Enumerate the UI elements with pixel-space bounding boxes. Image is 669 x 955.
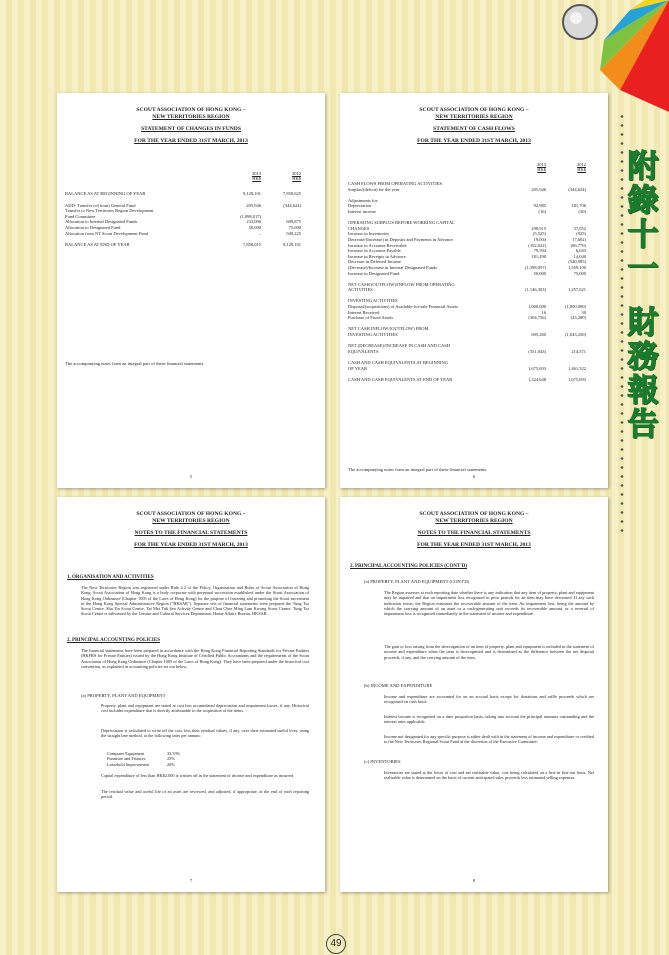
row-label: Increase in Receipts in Advance [348,253,406,259]
table-row [348,377,593,383]
value-2013: 1,000,000 [528,304,546,310]
page-number: 49 [326,934,346,954]
value-2012: 1,675,693 [568,376,586,382]
section-title-vertical [624,150,662,442]
value-2012: 75,000 [288,224,301,230]
paragraph: The New Territories Region was registered under Rule 4.2 of the Policy, Organisation and Rules of Scout Association of Hong Kong. Scout Association of Hong Kong is a body corporate with perpetual succession established under the Scout Association of Hong Kong Ordinance (Chapter 1005 of the Laws of Hong Kong) for the purpose of fostering and promoting the Scout movement in the Hong Kong Special Administrative Region ("HKSAR"). Separate sets of financial statements were prepared the Tung Tsz Scout Centre, Sha Tin Scout Centre, Tai Mei Tuk Sea Activity Centre and Chau Chee Ming Lam Kwong Scout Centre. Tung Tsz Scout Centre is subvented by the Leisure and Cultural Services Department, Home Affairs Bureau, HKSAR. [81,585,309,617]
year-ended: FOR THE YEAR ENDED 31ST MARCH, 2013 [417,138,531,144]
value-2013: (1,098,017) [240,213,261,219]
row-label: NET CASH (OUTFLOW)/INFLOW FROM OPERATING [348,281,455,287]
row-label: Interest income [348,208,376,214]
value-2012: 181,706 [571,203,586,209]
section-heading: 2. PRINCIPAL ACCOUNTING POLICIES [67,638,160,643]
value-2012: (344,624) [283,202,301,208]
row-label: Purchase of Fixed Assets [348,315,394,321]
row-label: Allocation from NT Scout Development Fund [65,230,149,236]
subsection-heading: (a) PROPERTY, PLANT AND EQUIPMENT (CONT'D) [364,579,470,584]
value-2012: (30) [578,208,586,214]
footnote: The accompanying notes form an integral part of these financial statements. [348,467,488,472]
notes-page-2 [340,497,608,892]
row-label: Decrease/(Increase) in Deposits and Payments in Advance [348,236,453,242]
paragraph: Inventories are stated at the lower of cost and net realisable value, cost being calculated on a first-in first-out basis. Net realisable value is determined on the basis of current anticipated sales proceeds less estimated selling expenses. [384,770,594,781]
value-2012: 6,043 [575,248,586,254]
table-row [65,231,305,237]
row-label: Disposal/(acquisitions) of Available-for-sale Financial Assets [348,304,459,310]
depreciation-rates: Computer Equipment 33.33% Furniture and Fixtures 25% Leasehold Improvement 20% [107,751,181,767]
row-label: Decrease in Deferred Income [348,259,401,265]
row-label: Fund Committee [65,213,96,219]
subsection-heading: (a) PROPERTY, PLANT AND EQUIPMENT [81,693,166,698]
value-2013: 50,000 [533,270,546,276]
value-2012: 609,875 [286,219,301,225]
row-label: Adjustments for: [348,197,379,203]
value-2012: 7,850,625 [283,191,301,196]
table-row [65,191,305,197]
column-header-2013: 2013 HK$ [252,171,261,182]
page-num: 7 [189,878,193,883]
org-name: SCOUT ASSOCIATION OF HONG KONG – [419,107,529,113]
page-num: 8 [472,878,476,883]
value-2013: 205,946 [531,186,546,192]
statement-title: NOTES TO THE FINANCIAL STATEMENTS [134,530,248,536]
table-row [65,242,305,248]
row-label: OPERATING SURPLUS BEFORE WORKING CAPITAL [348,220,455,226]
page-num: 6 [472,474,476,479]
row-label: (Decrease)/Increase in Internal Designated Funds [348,264,437,270]
year-ended: FOR THE YEAR ENDED 31ST MARCH, 2013 [134,138,248,144]
row-label: CASH AND CASH EQUIVALENTS AT END OF YEAR [348,376,453,382]
title-char: 十 [627,217,659,253]
value-2013: – [543,259,546,265]
statement-title: NOTES TO THE FINANCIAL STATEMENTS [417,530,531,536]
region-name: NEW TERRITORIES REGION [435,518,513,524]
value-2013: 50,000 [248,224,261,230]
value-2012: (1,043,250) [565,332,586,338]
column-header-2013: 2013 HK$ [537,162,546,173]
org-name: SCOUT ASSOCIATION OF HONG KONG – [136,511,246,517]
row-label: OF YEAR [348,365,367,371]
title-char: 附 [627,149,659,185]
section-heading: 1. ORGANISATION AND ACTIVITIES [67,575,154,580]
page-header [57,511,325,549]
page-header [340,511,608,549]
value-2012: 37,052 [573,225,586,231]
value-2012: (925) [576,231,586,237]
paragraph: Property, plant and equipment are stated at cost less accumulated depreciation and impairment losses, if any. Historical cost includes expenditure that is directly attributable to the acquisition of the items. [101,703,309,714]
value-2013: (5,525) [532,231,546,237]
title-char: 一 [627,251,659,287]
value-2013: 92,985 [533,203,546,209]
row-label: Surplus/(deficit) for the year [348,186,400,192]
title-char: 務 [627,339,659,375]
paragraph: Income and expenditure are accounted for on an accrual basis except for donations and raffle proceeds which are recognised on cash basis. [384,694,594,705]
value-2013: 16 [541,309,546,315]
notes-page-1 [57,497,325,892]
value-2012: 75,000 [573,270,586,276]
value-2013: 1,324,648 [528,376,546,382]
value-2012: 949,225 [286,230,301,236]
row-label: BALANCE AS AT BEGINNING OF YEAR [65,191,146,196]
value-2013: 79,594 [533,248,546,254]
region-name: NEW TERRITORIES REGION [152,114,230,120]
subsection-heading: (b) INCOME AND EXPENDITURE [364,683,433,688]
region-name: NEW TERRITORIES REGION [435,114,513,120]
value-2012: 30 [581,309,586,315]
org-name: SCOUT ASSOCIATION OF HONG KONG – [419,511,529,517]
org-name: SCOUT ASSOCIATION OF HONG KONG – [136,107,246,113]
paragraph: Depreciation is calculated to write off the cost, less their residual values, if any, over their estimated useful lives, using the straight line method, at the following rates per annum: [101,728,309,739]
value-2012: (344,624) [568,186,586,192]
value-2012: 1,559,100 [568,264,586,270]
year-ended: FOR THE YEAR ENDED 31ST MARCH, 2013 [134,542,248,548]
paragraph: Income not designated for any specific purpose is either dealt with in the statement of income and expenditure or credited to the New Territories Regional Scout Fund at the discretion of the Executive Committee. [384,734,594,745]
row-label: Allocation to Designated Fund [65,224,121,230]
column-header-2012: 2012 HK$ [577,162,586,173]
value-2013: (1,398,057) [525,264,546,270]
cash-flow-table [348,181,593,382]
value-2013: (16) [538,208,546,214]
value-2013: 205,946 [246,202,261,208]
row-label: INVESTING ACTIVITIES [348,332,398,338]
row-label: Allocation to Internal Designated Funds [65,219,138,225]
footnote: The accompanying notes form an integral part of these financial statements. [65,361,205,366]
section-heading: 2. PRINCIPAL ACCOUNTING POLICIES (CONT'D) [350,564,468,569]
year-ended: FOR THE YEAR ENDED 31ST MARCH, 2013 [417,542,531,548]
value-2012: (7,602) [572,236,586,242]
paragraph: The financial statements have been prepared in accordance with the Hong Kong Financial Reporting Standards for Private Entities (HKFRS for Private Entities) issued by the Hong Kong Institute of Certified Public Accountants and the requirements of the Scout Association of Hong Kong Ordinance (Chapter 1005 of the Laws of Hong Kong). They have been prepared under the historical cost convention, as explained in accounting policies set out below. [81,648,309,669]
row-label: Depreciation [348,203,372,209]
statement-changes-in-funds-page [57,93,325,488]
page-num: 5 [189,474,193,479]
title-char: 報 [627,373,659,409]
row-label: NET (DECREASE)/INCREASE IN CASH AND CASH [348,343,451,349]
page-header [57,107,325,145]
region-name: NEW TERRITORIES REGION [152,518,230,524]
paragraph: Capital expenditure of less than HK$2,000 is written off in the statement of income and expenditure as incurred. [101,773,295,778]
row-label: ACTIVITIES [348,287,373,293]
value-2013: (304,756) [528,315,546,321]
subsection-heading: (c) INVENTORIES [364,759,401,764]
value-2012: 14,040 [573,253,586,259]
row-label: CHANGES [348,225,370,231]
row-label: Increase in Designated Fund [348,270,400,276]
value-2012: (43,280) [570,315,586,321]
value-2013: 19,004 [533,236,546,242]
value-2012: (1,000,000) [565,304,586,310]
statement-cash-flows-page [340,93,608,488]
row-label: BALANCE AS AT END OF YEAR [65,242,130,248]
row-label: CASH FLOWS FROM OPERATING ACTIVITIES [348,181,443,186]
value-2012: 214,371 [571,348,586,354]
value-2013: 181,490 [531,253,546,259]
row-label: CASH AND CASH EQUIVALENTS AT BEGINNING [348,360,448,365]
paragraph: The gain or loss arising from the derecognition of an item of property, plant and equipment is included in the statement of income and expenditure when the item is derecognised and is determined as the difference between the net disposal proceeds, if any, and the carrying amount of the item. [384,644,594,660]
row-label: Increase in Accounts Receivable [348,242,407,248]
value-2013: (351,043) [528,348,546,354]
page-header [340,107,608,145]
value-2012: 1,257,621 [568,287,586,293]
value-2012: (540,085) [568,259,586,265]
title-char: 財 [627,305,659,341]
row-label: Transfer to New Territories Region Development [65,208,154,214]
value-2012: – [298,213,301,219]
value-2012: 9,128,101 [283,242,301,248]
value-2013: (1,146,303) [525,287,546,293]
value-2013: 695,260 [531,332,546,338]
statement-title: STATEMENT OF CASH FLOWS [433,126,515,132]
paragraph: The residual value and useful life of an asset are reviewed, and adjusted, if appropriate, at the end of each reporting period. [101,789,309,800]
value-2012: (86,770) [570,242,586,248]
title-char: 告 [627,407,659,443]
value-2013: 298,915 [531,225,546,231]
value-2013: 1,675,693 [528,365,546,371]
row-label: Interest Received [348,309,380,315]
row-label: NET CASH INFLOW/(OUTFLOW) FROM [348,326,429,332]
title-char: 錄 [627,183,659,219]
paragraph: Interest income is recognised on a time proportion basis, taking into account the principal amounts outstanding and the interest rates applicable. [384,714,594,725]
row-label: ADD: Transfer to/(from) General Fund [65,202,136,208]
value-2013: – [258,230,261,236]
value-2013: 9,128,101 [243,191,261,196]
value-2013: (102,022) [528,242,546,248]
funds-table [65,191,305,248]
row-label: EQUIVALENTS [348,348,379,354]
row-label: INVESTING ACTIVITIES [348,298,398,304]
row-label: Increase in Accounts Payable [348,248,401,254]
value-2013: 7,858,015 [243,242,261,248]
paragraph: The Region assesses at each reporting date whether there is any indication that any item of property, plant and equipment may be impaired and that an impairment loss recognised in prior periods for an item may have decreased. If any such indication exists, the Region estimates the recoverable amount of the item. An impairment loss, being the amount by which the carrying amount of an asset or a cash-generating unit exceeds its recoverable amount, or a reversal of impairment loss is recognised immediately in the statement of income and expenditure. [384,590,594,617]
value-2013: 233,000 [246,219,261,225]
column-header-2012: 2012 HK$ [292,171,301,182]
value-2012: 1,461,322 [568,365,586,371]
statement-title: STATEMENT OF CHANGES IN FUNDS [141,126,241,132]
row-label: Increase in Inventories [348,231,389,237]
